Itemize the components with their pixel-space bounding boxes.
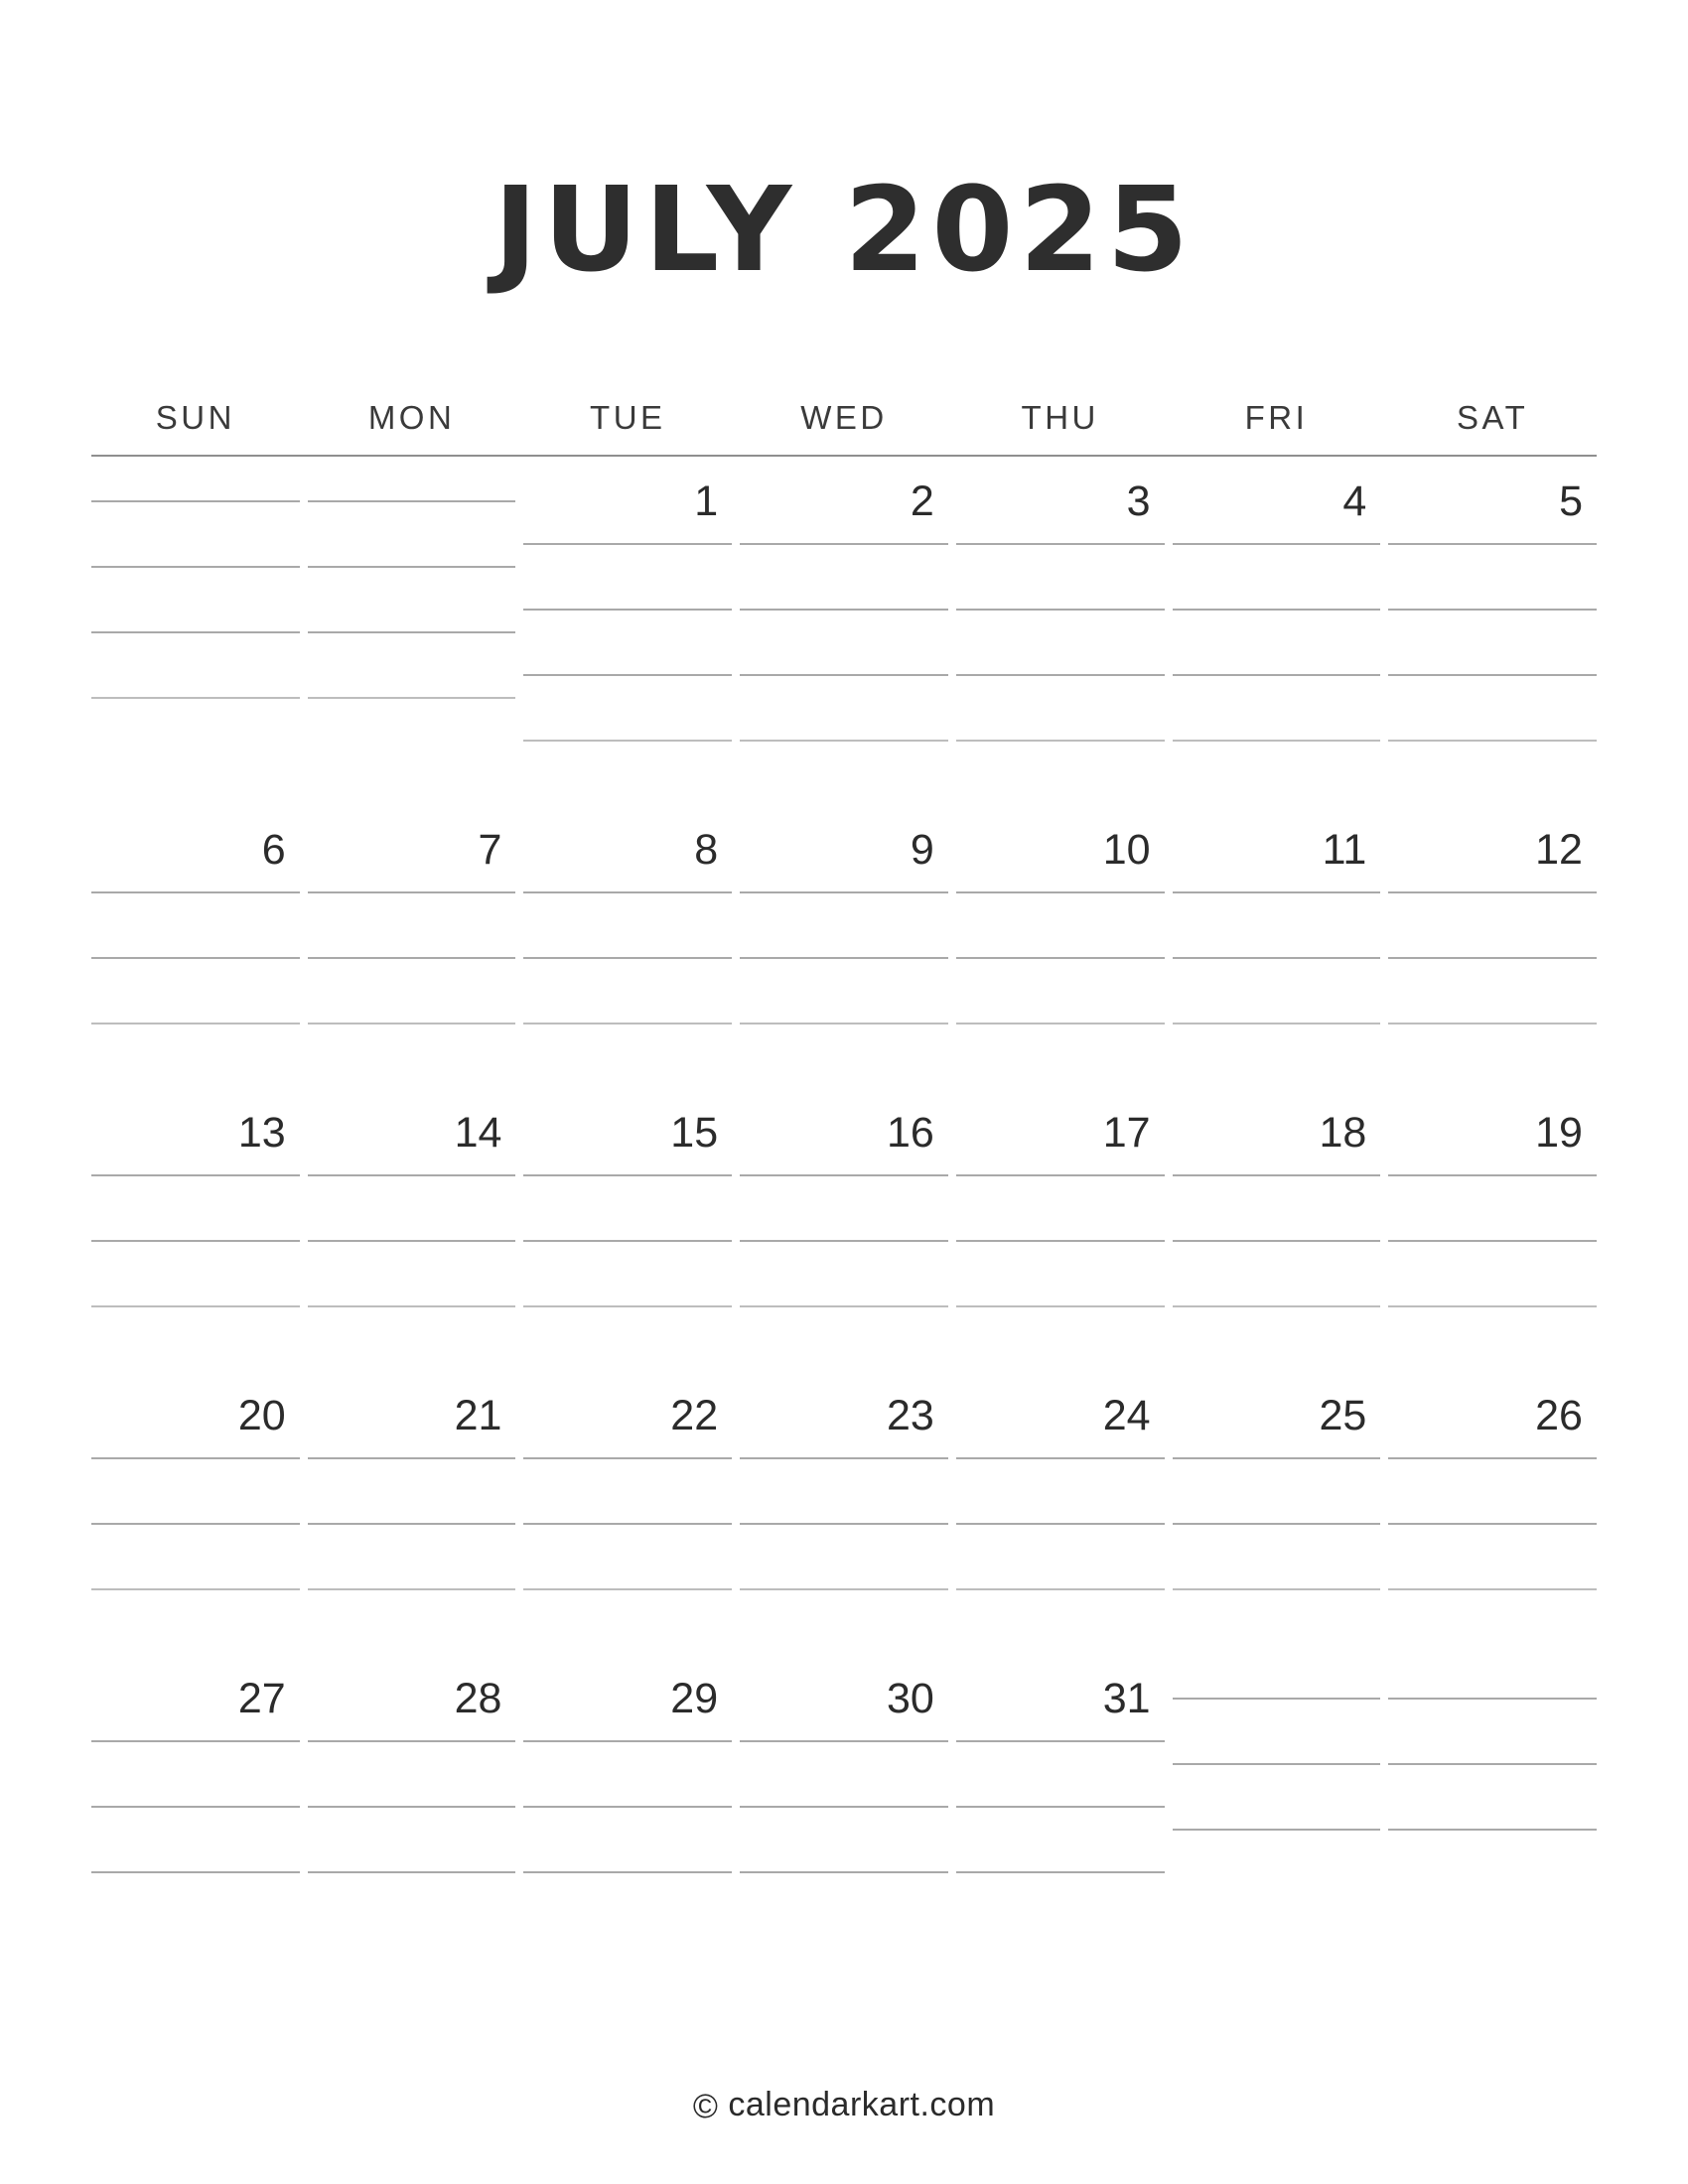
note-line[interactable] [1388,1698,1597,1763]
day-cell[interactable] [740,1654,948,1937]
weekday-thu: THU [1021,399,1099,436]
day-cell[interactable] [956,1654,1165,1937]
note-line[interactable] [1388,609,1597,674]
day-number: 6 [261,826,286,874]
day-cell[interactable] [740,1371,948,1654]
day-cell[interactable] [91,805,300,1088]
day-number: 12 [1535,826,1583,874]
note-line[interactable] [740,543,948,609]
day-number: 24 [1102,1392,1151,1439]
note-line[interactable] [523,1174,732,1240]
note-line[interactable] [1388,674,1597,740]
week-row [91,805,1597,1088]
weekday-mon: MON [367,399,456,436]
note-lines[interactable] [1388,1457,1597,1654]
note-lines[interactable] [308,1174,516,1371]
note-line[interactable] [956,891,1165,957]
weekday-header-row [91,399,1597,455]
day-cell[interactable] [740,805,948,1088]
day-cell[interactable] [1173,1371,1381,1654]
day-number: 25 [1319,1392,1367,1439]
note-line[interactable] [308,1806,516,1871]
note-line[interactable] [308,957,516,1023]
note-line[interactable] [956,674,1165,740]
day-number [91,457,300,500]
day-number: 23 [887,1392,934,1439]
note-line[interactable] [523,1240,732,1305]
note-line[interactable] [91,1588,300,1654]
day-number: 1 [694,478,719,525]
page-title-wrap [0,0,1688,298]
note-lines[interactable] [1173,1698,1381,1894]
note-line[interactable] [956,543,1165,609]
day-number: 30 [887,1675,934,1722]
note-line[interactable] [308,1523,516,1588]
note-line[interactable] [740,1523,948,1588]
note-line[interactable] [740,1240,948,1305]
note-lines[interactable] [956,543,1165,805]
day-number: 28 [454,1675,502,1722]
day-cell[interactable] [91,1371,300,1654]
note-line[interactable] [956,1305,1165,1371]
note-line[interactable] [956,1871,1165,1937]
note-line[interactable] [740,1588,948,1654]
footer-text: calendarkart.com [728,2086,996,2123]
note-line[interactable] [523,891,732,957]
day-cell[interactable] [1388,457,1597,805]
note-lines[interactable] [523,543,732,805]
note-line[interactable] [308,631,516,697]
note-lines[interactable] [956,891,1165,1088]
note-line[interactable] [1173,674,1381,740]
note-line[interactable] [956,1523,1165,1588]
note-lines[interactable] [740,891,948,1088]
note-line[interactable] [308,500,516,566]
week-row [91,457,1597,805]
note-line[interactable] [91,1240,300,1305]
note-lines[interactable] [956,1740,1165,1937]
note-line[interactable] [740,740,948,805]
note-line[interactable] [523,674,732,740]
day-number: 7 [478,826,502,874]
note-line[interactable] [1173,1763,1381,1829]
day-cell[interactable] [308,1088,516,1371]
note-line[interactable] [308,1240,516,1305]
note-line[interactable] [1173,1829,1381,1894]
note-line[interactable] [308,1305,516,1371]
note-line[interactable] [1388,1829,1597,1894]
day-cell[interactable] [308,1371,516,1654]
note-line[interactable] [308,1740,516,1806]
day-cell[interactable] [523,457,732,805]
note-lines[interactable] [956,1457,1165,1654]
note-lines[interactable] [523,1457,732,1654]
day-cell[interactable] [956,1371,1165,1654]
day-cell[interactable] [1388,1371,1597,1654]
day-number: 4 [1342,478,1367,525]
day-number: 13 [237,1109,286,1157]
note-line[interactable] [91,1305,300,1371]
note-line[interactable] [91,957,300,1023]
day-number: 21 [454,1392,502,1439]
day-number: 17 [1102,1109,1151,1157]
day-number: 29 [670,1675,719,1722]
note-lines[interactable] [740,1457,948,1654]
note-line[interactable] [91,1023,300,1088]
day-cell[interactable] [740,1088,948,1371]
note-line[interactable] [523,740,732,805]
note-line[interactable] [740,1740,948,1806]
weekday-fri: FRI [1244,399,1309,436]
note-line[interactable] [91,1174,300,1240]
note-line[interactable] [1173,1305,1381,1371]
day-cell[interactable] [1173,1088,1381,1371]
note-line[interactable] [523,957,732,1023]
footer-credit [0,2086,1688,2184]
week-row [91,1654,1597,1937]
note-lines[interactable] [523,1174,732,1371]
day-cell[interactable] [1173,1654,1381,1937]
day-number: 11 [1322,826,1367,874]
note-lines[interactable] [91,1457,300,1654]
note-line[interactable] [1173,1240,1381,1305]
note-line[interactable] [523,1740,732,1806]
note-lines[interactable] [1173,891,1381,1088]
note-line[interactable] [740,1806,948,1871]
note-line[interactable] [91,1523,300,1588]
note-line[interactable] [956,1588,1165,1654]
note-lines[interactable] [91,891,300,1088]
note-line[interactable] [740,1174,948,1240]
note-line[interactable] [1388,1588,1597,1654]
note-line[interactable] [1388,740,1597,805]
day-number: 9 [910,826,934,874]
note-line[interactable] [308,1174,516,1240]
note-line[interactable] [740,674,948,740]
day-number [1173,1654,1381,1698]
day-cell[interactable] [956,805,1165,1088]
note-line[interactable] [740,1305,948,1371]
note-line[interactable] [740,891,948,957]
weekday-wed: WED [800,399,888,436]
note-line[interactable] [956,1174,1165,1240]
day-number [1388,1654,1597,1698]
note-lines[interactable] [91,1174,300,1371]
note-line[interactable] [523,1523,732,1588]
weekday-tue: TUE [590,399,666,436]
note-line[interactable] [1388,1240,1597,1305]
note-lines[interactable] [308,1740,516,1937]
note-line[interactable] [1173,957,1381,1023]
note-line[interactable] [1388,1174,1597,1240]
note-line[interactable] [1173,1698,1381,1763]
day-cell[interactable] [91,1654,300,1937]
note-line[interactable] [523,543,732,609]
day-cell[interactable] [740,457,948,805]
day-cell[interactable] [308,1654,516,1937]
note-line[interactable] [1173,1174,1381,1240]
note-line[interactable] [1173,1523,1381,1588]
note-line[interactable] [956,1023,1165,1088]
day-number: 2 [910,478,934,525]
day-cell[interactable] [91,1088,300,1371]
day-cell[interactable] [1388,805,1597,1088]
day-number: 20 [237,1392,286,1439]
note-lines[interactable] [523,891,732,1088]
note-line[interactable] [1173,1457,1381,1523]
note-line[interactable] [1173,1588,1381,1654]
day-number: 22 [670,1392,719,1439]
note-line[interactable] [1173,609,1381,674]
day-cell[interactable] [1173,457,1381,805]
note-lines[interactable] [523,1740,732,1937]
note-line[interactable] [91,631,300,697]
note-lines[interactable] [740,543,948,805]
note-line[interactable] [1173,740,1381,805]
note-line[interactable] [1388,543,1597,609]
day-cell[interactable] [1388,1654,1597,1937]
note-line[interactable] [1388,957,1597,1023]
note-line[interactable] [308,1023,516,1088]
note-line[interactable] [523,1457,732,1523]
note-lines[interactable] [740,1174,948,1371]
page-title: JULY 2025 [493,161,1195,298]
note-line[interactable] [308,566,516,631]
day-number: 27 [237,1675,286,1722]
note-lines[interactable] [1388,1698,1597,1894]
note-line[interactable] [523,1305,732,1371]
note-line[interactable] [523,1806,732,1871]
weekday-sat: SAT [1457,399,1529,436]
day-number: 10 [1102,826,1151,874]
note-lines[interactable] [1388,1174,1597,1371]
note-line[interactable] [740,957,948,1023]
note-lines[interactable] [1173,543,1381,805]
note-line[interactable] [308,1588,516,1654]
note-line[interactable] [91,1457,300,1523]
day-number: 5 [1559,478,1583,525]
note-line[interactable] [1388,1523,1597,1588]
note-line[interactable] [1388,1023,1597,1088]
note-line[interactable] [956,957,1165,1023]
day-number: 26 [1535,1392,1583,1439]
day-cell[interactable] [1173,805,1381,1088]
note-line[interactable] [1388,1305,1597,1371]
day-cell[interactable] [308,457,516,805]
day-number [308,457,516,500]
note-line[interactable] [91,891,300,957]
week-row [91,1088,1597,1371]
note-lines[interactable] [956,1174,1165,1371]
note-line[interactable] [91,500,300,566]
note-line[interactable] [308,891,516,957]
note-line[interactable] [1388,1457,1597,1523]
day-cell[interactable] [1388,1088,1597,1371]
note-line[interactable] [956,1740,1165,1806]
note-line[interactable] [523,1023,732,1088]
note-lines[interactable] [740,1740,948,1937]
day-number: 16 [887,1109,934,1157]
note-line[interactable] [1173,891,1381,957]
day-cell[interactable] [91,457,300,805]
day-number: 18 [1319,1109,1367,1157]
note-line[interactable] [956,740,1165,805]
note-line[interactable] [91,1871,300,1937]
note-lines[interactable] [308,1457,516,1654]
note-lines[interactable] [1173,1174,1381,1371]
day-cell[interactable] [523,805,732,1088]
note-line[interactable] [308,1457,516,1523]
note-line[interactable] [91,1806,300,1871]
day-cell[interactable] [523,1371,732,1654]
day-cell[interactable] [956,1088,1165,1371]
note-line[interactable] [956,1806,1165,1871]
note-line[interactable] [523,609,732,674]
note-line[interactable] [740,1023,948,1088]
day-number: 3 [1126,478,1151,525]
note-line[interactable] [91,1740,300,1806]
day-number: 15 [670,1109,719,1157]
day-number: 31 [1102,1675,1151,1722]
note-line[interactable] [308,697,516,762]
note-lines[interactable] [91,1740,300,1937]
note-line[interactable] [956,1457,1165,1523]
day-cell[interactable] [523,1088,732,1371]
note-lines[interactable] [1173,1457,1381,1654]
note-lines[interactable] [308,500,516,762]
note-line[interactable] [308,1871,516,1937]
note-line[interactable] [523,1588,732,1654]
day-cell[interactable] [523,1654,732,1937]
note-line[interactable] [1173,1023,1381,1088]
note-line[interactable] [1388,891,1597,957]
weekday-sun: SUN [155,399,235,436]
day-number: 8 [694,826,719,874]
day-number: 14 [454,1109,502,1157]
note-line[interactable] [740,609,948,674]
note-line[interactable] [91,697,300,762]
note-line[interactable] [956,609,1165,674]
week-row [91,1371,1597,1654]
copyright-icon: © [692,2088,719,2125]
calendar-grid [91,399,1597,1937]
day-number: 19 [1535,1109,1583,1157]
note-line[interactable] [740,1871,948,1937]
note-line[interactable] [1388,1763,1597,1829]
note-lines[interactable] [1388,891,1597,1088]
note-line[interactable] [1173,543,1381,609]
note-lines[interactable] [308,891,516,1088]
note-line[interactable] [740,1457,948,1523]
note-line[interactable] [523,1871,732,1937]
day-cell[interactable] [956,457,1165,805]
note-line[interactable] [956,1240,1165,1305]
note-lines[interactable] [1388,543,1597,805]
note-lines[interactable] [91,500,300,762]
day-cell[interactable] [308,805,516,1088]
note-line[interactable] [91,566,300,631]
